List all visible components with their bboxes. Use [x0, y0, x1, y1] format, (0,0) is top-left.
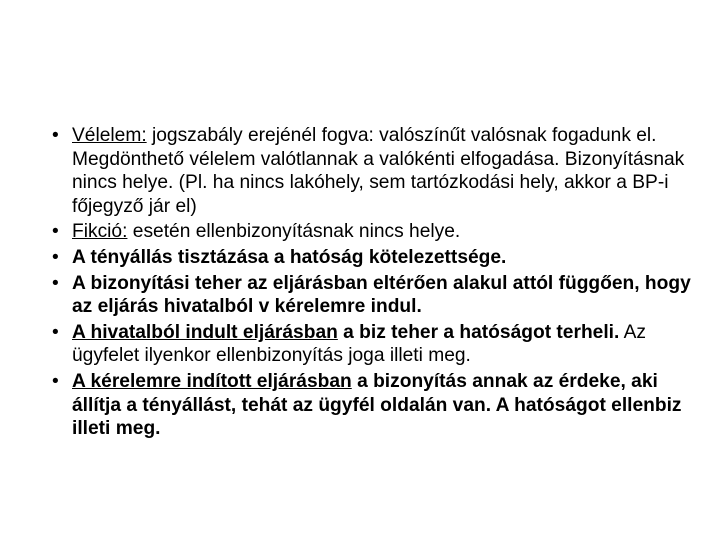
item-text: A bizonyítási teher az eljárásban eltérően alakul attól függően, hogy az eljárás hivatalból v kérelemre indul. [72, 272, 691, 318]
bullet-icon: • [52, 272, 59, 294]
term-velelem: Vélelem: [72, 125, 147, 146]
item-text: Az ügyfelet ilyenkor ellenbizonyítás joga illeti meg. [72, 321, 646, 367]
item-bold-text: a bizonyítás annak az érdeke, aki állítja a tényállást, tehát az ügyfél oldalán van. A hatóságot ellenbiz illeti meg. [72, 370, 682, 440]
term-kerelemre: A kérelemre indított eljárásban [72, 370, 352, 392]
item-text: A tényállás tisztázása a hatóság kötelezettsége. [72, 246, 507, 268]
list-item [52, 246, 692, 270]
term-fikcio: Fikció: [72, 221, 128, 243]
item-bold-text: a biz teher a hatóságot terheli. [337, 321, 620, 343]
item-text: jogszabály erejénél fogva: valószínűt valósnak fogadunk el. Megdönthető vélelem valótlannak a valókénti elfogadása. Bizonyításnak nincs helye. (Pl. ha nincs lakóhely, sem tartózkodási hely, akkor a BP-i főjegyző jár el) [72, 125, 685, 217]
term-hivatalbol: A hivatalból indult eljárásban [72, 321, 338, 343]
list-item [52, 272, 692, 319]
bullet-icon: • [52, 125, 59, 146]
bullet-list [52, 124, 692, 443]
bullet-icon: • [52, 370, 59, 392]
bullet-icon: • [52, 246, 59, 268]
bullet-icon: • [52, 321, 59, 343]
item-text: esetén ellenbizonyításnak nincs helye. [127, 221, 461, 243]
list-item [52, 370, 692, 441]
list-item [52, 220, 692, 244]
list-item [52, 321, 692, 368]
list-item [52, 124, 692, 218]
bullet-icon: • [52, 221, 59, 243]
